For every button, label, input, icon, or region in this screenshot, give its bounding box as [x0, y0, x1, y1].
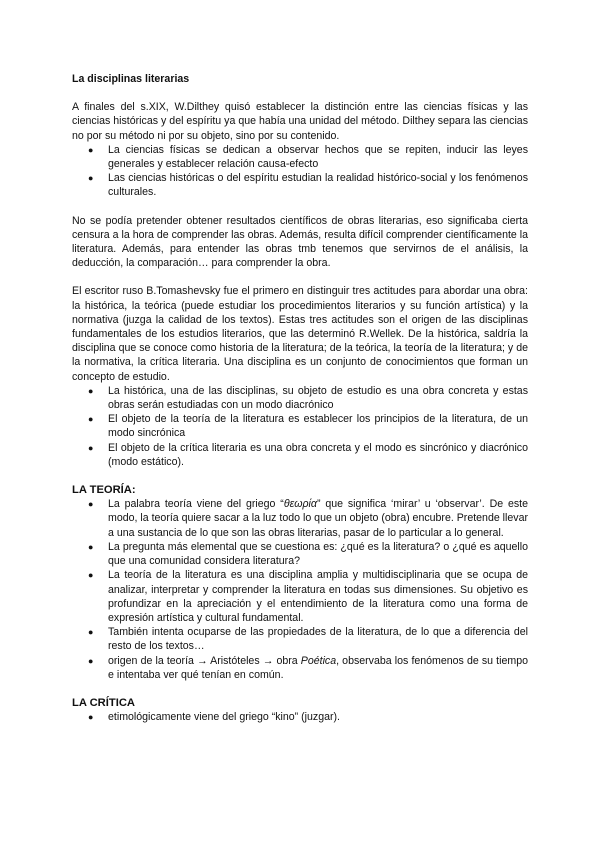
- teoria-bullet-list: [72, 497, 528, 682]
- list-item: ● origen de la teoría → Aristóteles → obra Poética, observaba los fenómenos de su tiempo e intentaba ver qué tenían en común.: [88, 654, 528, 681]
- disciplines-bullet-list: [72, 384, 528, 469]
- bullet-icon: ●: [88, 173, 94, 184]
- intro-paragraph: A finales del s.XIX, W.Dilthey quisó establecer la distinción entre las ciencias físicas y las ciencias históricas y del espíritu ya que había una unidad del método. Dilthey separa las ciencias no por su método ni por su objeto, sino por su contenido.: [72, 101, 528, 142]
- bullet-icon: ●: [88, 655, 94, 666]
- bullet-icon: ●: [88, 144, 94, 155]
- intro-bullet-list: [72, 143, 528, 200]
- document-body: [72, 72, 528, 724]
- list-item: ● La histórica, una de las disciplinas, su objeto de estudio es una obra concreta y estas obras serán estudiadas con un modo diacrónico: [88, 384, 528, 412]
- critica-bullet-list: [72, 710, 528, 724]
- bullet-icon: ●: [88, 541, 94, 552]
- paragraph-tomashevsky: El escritor ruso B.Tomashevsky fue el primero en distinguir tres actitudes para abordar una obra: la histórica, la teórica (puede estudiar los procedimientos literarios y su función artística) y la normativa (juzga la calidad de los textos). Estas tres actitudes son el origen de las disciplinas fundamentales de los estudios literarios, que las determinó R.Wellek. De la histórica, saldría la disciplina que se conoce como historia de la literatura; de la teórica, la teoría de la literatura; y de la normativa, la crítica literaria. Una disciplina es un conjunto de conocimientos que forman un concepto de estudio.: [72, 285, 528, 383]
- work-title: Poética: [300, 654, 337, 667]
- bullet-icon: ●: [88, 499, 94, 510]
- section-heading-critica: LA CRÍTICA: [72, 696, 135, 709]
- list-item: ● El objeto de la crítica literaria es una obra concreta y el modo es sincrónico y diacrónico (modo estático).: [88, 441, 528, 468]
- greek-term: θεωρία: [283, 498, 317, 511]
- list-item: ● etimológicamente viene del griego “kino” (juzgar).: [88, 711, 340, 724]
- list-item: ● La palabra teoría viene del griego “θεωρία” que significa ‘mirar’ u ‘observar’. De este modo, la teoría quiere sacar a la luz todo lo que un objeto (obra) encubre. Pretende llevar a una sustancia de lo que son las obras literarias, pasar de lo particular a lo general.: [88, 498, 529, 539]
- list-item: ● La teoría de la literatura es una disciplina amplia y multidisciplinaria que se ocupa de analizar, interpretar y comprender la literatura en todas sus dimensiones. Su objetivo es profundizar en la apreciación y el entendimiento de la literatura como una forma de expresión artística y cultural fundamental.: [88, 569, 528, 624]
- paragraph-science-literature: No se podía pretender obtener resultados científicos de obras literarias, eso significaba cierta censura a la hora de comprender las obras. Además, resulta difícil comprender científicamente la literatura. Además, para entender las obras tmb tenemos que servirnos de el análisis, la deducción, la comparación… para comprender la obra.: [72, 214, 528, 270]
- list-item: ● El objeto de la teoría de la literatura es establecer los principios de la literatura, de un modo sincrónica: [88, 413, 528, 440]
- list-item: ● La ciencias físicas se dedican a observar hechos que se repiten, inducir las leyes generales y establecer relación causa-efecto: [88, 143, 528, 171]
- section-heading-teoria: LA TEORÍA:: [72, 484, 136, 497]
- bullet-icon: ●: [88, 385, 94, 396]
- document-title: La disciplinas literarias: [72, 73, 190, 85]
- list-item: ● La pregunta más elemental que se cuestiona es: ¿qué es la literatura? o ¿qué es aquello que una comunidad considera literatura?: [88, 540, 528, 568]
- bullet-icon: ●: [88, 442, 94, 453]
- bullet-icon: ●: [88, 414, 94, 425]
- bullet-icon: ●: [88, 570, 94, 581]
- bullet-icon: ●: [88, 627, 94, 638]
- list-item: ● Las ciencias históricas o del espíritu estudian la realidad histórico-social y los fenómenos culturales.: [88, 172, 528, 199]
- bullet-icon: ●: [88, 712, 94, 723]
- list-item: ● También intenta ocuparse de las propiedades de la literatura, de lo que a diferencia del resto de los textos…: [88, 626, 528, 653]
